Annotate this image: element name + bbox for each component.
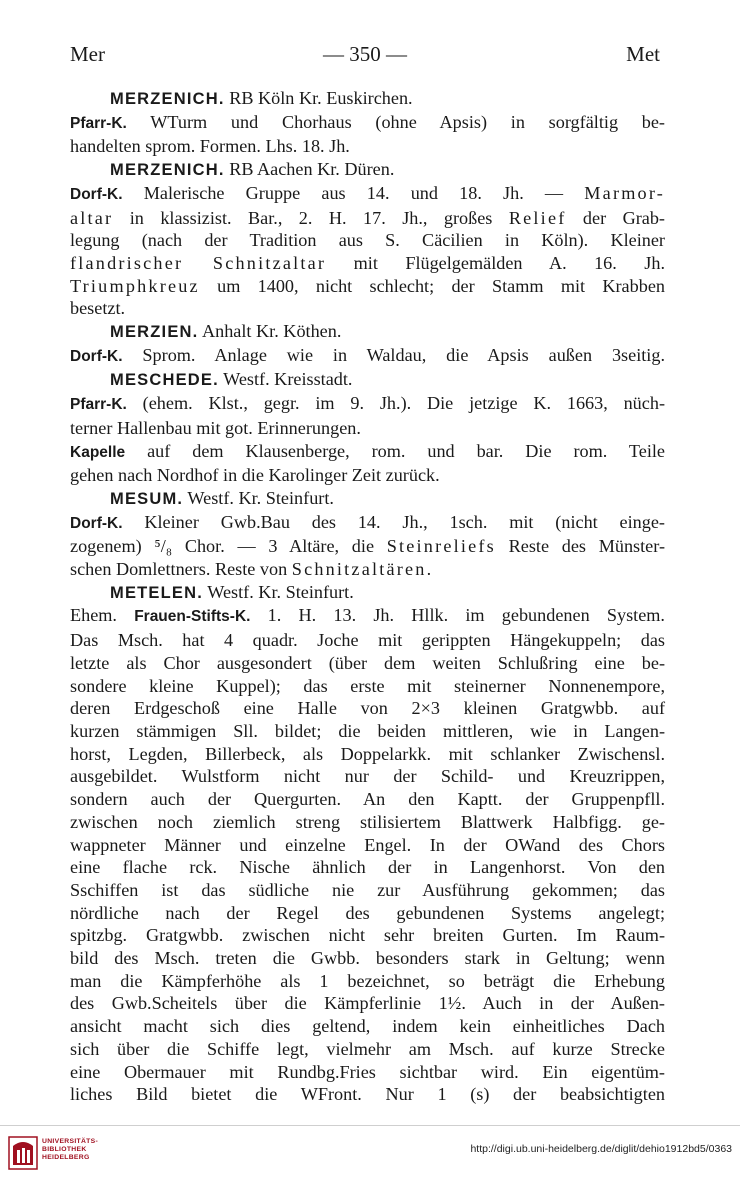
text-run: des Gwb.Scheitels über die Kämpferlinie 1½. Auch in der Außen- (70, 993, 665, 1014)
text-run: Westf. Kr. Steinfurt. (183, 487, 334, 508)
text-run: besetzt. (70, 298, 126, 319)
text-run: handelten sprom. Formen. Lhs. 18. Jh. (70, 136, 350, 157)
text-run: man die Kämpferhöhe als 1 bezeichnet, so beträgt die Erhebung (70, 970, 665, 991)
text-run: auf dem Klausenberge, rom. und bar. Die rom. Teile (125, 440, 665, 461)
text-run: letzte als Chor ausgesondert (über dem weiten Schlußring eine be- (70, 652, 665, 673)
text-run: zwischen noch ziemlich streng stilisiertem Blattwerk Halbfigg. ge- (70, 811, 665, 832)
text-run: zogenem) ⁵/₈ Chor. — 3 Altäre, die (70, 536, 387, 557)
text-line (70, 924, 665, 947)
text-run: RB Aachen Kr. Düren. (224, 159, 395, 180)
text-line (70, 902, 665, 925)
text-run: mit Flügelgemälden A. 16. Jh. (326, 252, 665, 273)
header-left: Mer (70, 42, 105, 66)
place-headword: MERZIEN. (110, 323, 199, 342)
entry-heading-line (70, 487, 665, 511)
place-headword: MESCHEDE. (110, 371, 219, 390)
text-line (70, 856, 665, 879)
text-run: bild des Msch. treten die Gwbb. besonders stark in Geltung; wenn (70, 948, 665, 969)
text-line (70, 947, 665, 970)
logo-line: BIBLIOTHEK (42, 1146, 87, 1153)
text-line (70, 182, 665, 207)
place-headword: METELEN. (110, 583, 204, 602)
text-run: Ehem. (70, 605, 135, 626)
text-line (70, 1015, 665, 1038)
place-headword: MERZENICH. (110, 90, 225, 108)
text-run: in klassizist. Bar., 2. H. 17. Jh., großes (113, 207, 509, 228)
text-run: ausgebildet. Wulstform nicht nur der Schild- und Kreuzrippen, (70, 766, 665, 787)
text-run: wappneter Männer und einzelne Engel. In der OWand des Chors (70, 834, 665, 855)
building-keyword: Kapelle (70, 443, 126, 461)
library-logo-text (42, 1138, 98, 1162)
text-run: horst, Legden, Billerbeck, als Doppelarkk. mit schlanker Zwischensl. (70, 743, 665, 764)
building-keyword: Dorf-K. (70, 185, 123, 203)
place-headword: MERZENICH. (110, 161, 225, 180)
text-line (70, 834, 665, 857)
text-run: ansicht macht sich dies geltend, indem kein einheitliches Dach (70, 1016, 665, 1037)
text-run: . (426, 559, 432, 580)
text-run: Malerische Gruppe aus 14. und 18. Jh. — (122, 182, 585, 203)
text-line (70, 535, 665, 558)
text-run: Anhalt Kr. Köthen. (198, 321, 342, 342)
logo-line: UNIVERSITÄTS- (42, 1138, 99, 1145)
text-line (70, 464, 665, 487)
text-run: RB Köln Kr. Euskirchen. (224, 88, 413, 108)
entry-heading-line (70, 320, 665, 344)
text-line (70, 629, 665, 652)
text-run: WTurm und Chorhaus (ohne Apsis) in sorgfältig be- (126, 111, 665, 132)
text-run: Reste des Münster- (495, 536, 666, 557)
text-line (70, 440, 665, 465)
text-line (70, 720, 665, 743)
text-line (70, 879, 665, 902)
text-line (70, 417, 665, 440)
text-run: kurzen stämmigen Sll. bildet; die beiden mittleren, wie in Langen- (70, 720, 665, 741)
building-keyword: Pfarr-K. (70, 114, 127, 132)
text-run: gehen nach Nordhof in die Karolinger Zeit zurück. (70, 465, 440, 486)
text-run: terner Hallenbau mit got. Erinnerungen. (70, 417, 361, 438)
building-keyword: Dorf-K. (70, 347, 123, 365)
text-run: (ehem. Klst., gegr. im 9. Jh.). Die jetzige K. 1663, nüch- (126, 393, 665, 414)
text-line (70, 811, 665, 834)
text-line (70, 275, 665, 298)
text-line (70, 252, 665, 275)
text-line (70, 344, 665, 369)
logo-line: HEIDELBERG (42, 1154, 90, 1161)
building-keyword: Dorf-K. (70, 514, 123, 532)
text-run: Westf. Kreisstadt. (218, 369, 353, 390)
text-line (70, 558, 665, 581)
text-line (70, 970, 665, 993)
page-number: — 350 — (323, 42, 407, 66)
text-run: deren Erdgeschoß eine Halle von 2×3 kleinen Gratgwbb. auf (70, 698, 665, 719)
text-line (70, 604, 665, 629)
text-line (70, 511, 665, 536)
place-headword: MESUM. (110, 489, 184, 508)
text-line (70, 1083, 665, 1106)
text-line (70, 207, 665, 230)
spaced-emphasis: altar (70, 207, 114, 228)
spaced-emphasis: Relief (508, 207, 567, 228)
entry-heading-line (70, 158, 665, 182)
text-line (70, 1038, 665, 1061)
spaced-emphasis: Steinreliefs (386, 536, 496, 557)
text-line (70, 652, 665, 675)
library-logo-icon (8, 1136, 38, 1170)
text-line (70, 229, 665, 252)
footer-bar (0, 1125, 740, 1181)
text-line (70, 992, 665, 1015)
text-line (70, 111, 665, 136)
spaced-emphasis: Marmor- (584, 182, 665, 203)
header-right: Met (626, 42, 660, 66)
text-run: um 1400, nicht schlecht; der Stamm mit Krabben (199, 275, 665, 296)
text-run: 1. H. 13. Jh. Hllk. im gebundenen System. (250, 605, 665, 626)
text-line (70, 697, 665, 720)
building-keyword: Pfarr-K. (70, 396, 127, 414)
text-run: sich über die Schiffe legt, vielmehr am Msch. auf kurze Strecke (70, 1038, 665, 1059)
body-text (70, 87, 665, 1106)
text-line (70, 765, 665, 788)
text-run: schen Domlettners. Reste von (70, 559, 292, 580)
text-run: Westf. Kr. Steinfurt. (203, 581, 354, 602)
text-run: Das Msch. hat 4 quadr. Joche mit gerippten Hängekuppeln; das (70, 630, 665, 651)
text-run: Sschiffen ist das südliche nie zur Ausführung gekommen; das (70, 879, 665, 900)
spaced-emphasis: Schnitzaltären (291, 559, 427, 580)
building-keyword: Frauen-Stifts-K. (134, 608, 251, 626)
text-line (70, 788, 665, 811)
text-run: Kleiner Gwb.Bau des 14. Jh., 1sch. mit (nicht einge- (122, 511, 665, 532)
text-run: nördliche nach der Regel des gebundenen Systems angelegt; (70, 902, 665, 923)
text-line (70, 392, 665, 417)
text-run: legung (nach der Tradition aus S. Cäcilien in Köln). Kleiner (70, 230, 665, 251)
spaced-emphasis: flandrischer Schnitzaltar (70, 252, 327, 273)
text-line (70, 297, 665, 320)
text-run: der Grab- (566, 207, 665, 228)
source-url-link[interactable]: http://digi.ub.uni-heidelberg.de/diglit/dehio1912bd5/0363 (470, 1143, 732, 1155)
text-run: eine Obermauer mit Rundbg.Fries sichtbar wird. Ein eigentüm- (70, 1061, 665, 1082)
running-header (70, 42, 660, 76)
entry-heading-line (70, 87, 665, 111)
entry-heading-line (70, 368, 665, 392)
text-line (70, 135, 665, 158)
text-run: eine flache rck. Nische ähnlich der in Langenhorst. Von den (70, 857, 665, 878)
text-line (70, 675, 665, 698)
spaced-emphasis: Triumphkreuz (70, 275, 200, 296)
text-line (70, 743, 665, 766)
entry-heading-line (70, 581, 665, 605)
text-run: sondern auch der Quergurten. An den Kaptt. der Gruppenpfll. (70, 789, 665, 810)
text-run: liches Bild bietet die WFront. Nur 1 (s) der beabsichtigten (70, 1084, 665, 1105)
text-run: spitzbg. Gratgwbb. zwischen nicht sehr breiten Gurten. Im Raum- (70, 925, 665, 946)
text-run: sondere kleine Kuppel); das erste mit steinerner Nonnenempore, (70, 675, 665, 696)
text-run: Sprom. Anlage wie in Waldau, die Apsis außen 3seitig. (122, 344, 665, 365)
text-line (70, 1061, 665, 1084)
